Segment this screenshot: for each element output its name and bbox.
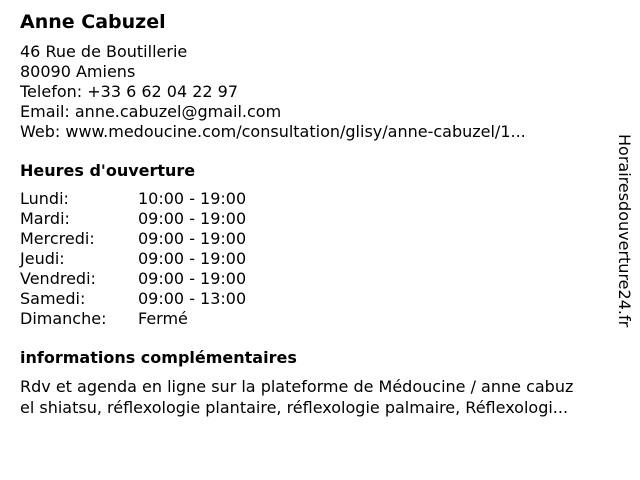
additional-info-heading: informations complémentaires [20,348,297,367]
hours-time: 09:00 - 19:00 [138,209,247,228]
business-info [20,10,610,418]
side-watermark-brand: Horairesdouverture24.fr [615,134,634,328]
hours-time: 09:00 - 19:00 [138,249,247,268]
hours-row-friday [20,269,610,289]
hours-row-tuesday [20,209,610,229]
hours-time: 09:00 - 19:00 [138,269,247,288]
hours-row-thursday [20,249,610,269]
hours-day: Lundi: [20,189,69,208]
hours-day: Mercredi: [20,229,95,248]
hours-day: Mardi: [20,209,70,228]
hours-row-wednesday [20,229,610,249]
hours-day: Dimanche: [20,309,107,328]
phone-line: Telefon: +33 6 62 04 22 97 [20,82,239,101]
hours-time: 09:00 - 19:00 [138,229,247,248]
email-line: Email: anne.cabuzel@gmail.com [20,102,282,121]
additional-info-line-2: el shiatsu, réflexologie plantaire, réflexologie palmaire, Réflexologi... [20,398,569,417]
hours-row-sunday [20,309,610,329]
address-line-2: 80090 Amiens [20,62,136,81]
hours-row-monday [20,189,610,209]
hours-time: Fermé [138,309,188,328]
additional-info-line-1: Rdv et agenda en ligne sur la plateforme de Médoucine / anne cabuz [20,377,574,396]
hours-day: Vendredi: [20,269,96,288]
hours-time: 10:00 - 19:00 [138,189,247,208]
address-line-1: 46 Rue de Boutillerie [20,42,188,61]
hours-day: Samedi: [20,289,86,308]
business-name: Anne Cabuzel [20,11,166,33]
hours-time: 09:00 - 13:00 [138,289,247,308]
hours-row-saturday [20,289,610,309]
web-line: Web: www.medoucine.com/consultation/glisy/anne-cabuzel/1... [20,122,526,141]
hours-day: Jeudi: [20,249,65,268]
opening-hours-heading: Heures d'ouverture [20,161,196,180]
